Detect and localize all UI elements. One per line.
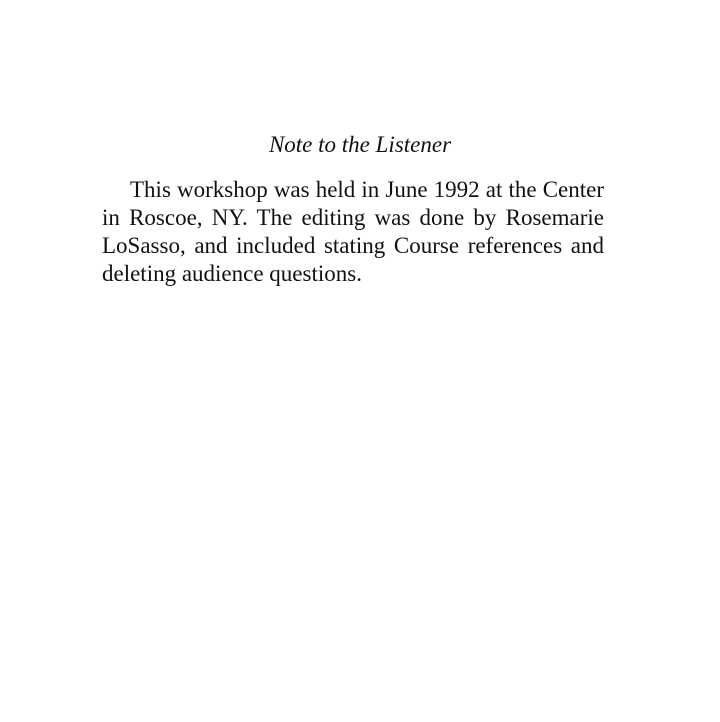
- page-heading: Note to the Listener: [268, 132, 452, 157]
- paragraph-line: This workshop was held in June 1992 at the Center: [130, 177, 604, 202]
- paragraph-line: in Roscoe, NY. The editing was done by Rosemarie: [102, 205, 604, 230]
- paragraph-line: LoSasso, and included stating Course references and: [102, 233, 604, 258]
- body-paragraph: [102, 176, 604, 288]
- paragraph-line: deleting audience questions.: [102, 261, 362, 286]
